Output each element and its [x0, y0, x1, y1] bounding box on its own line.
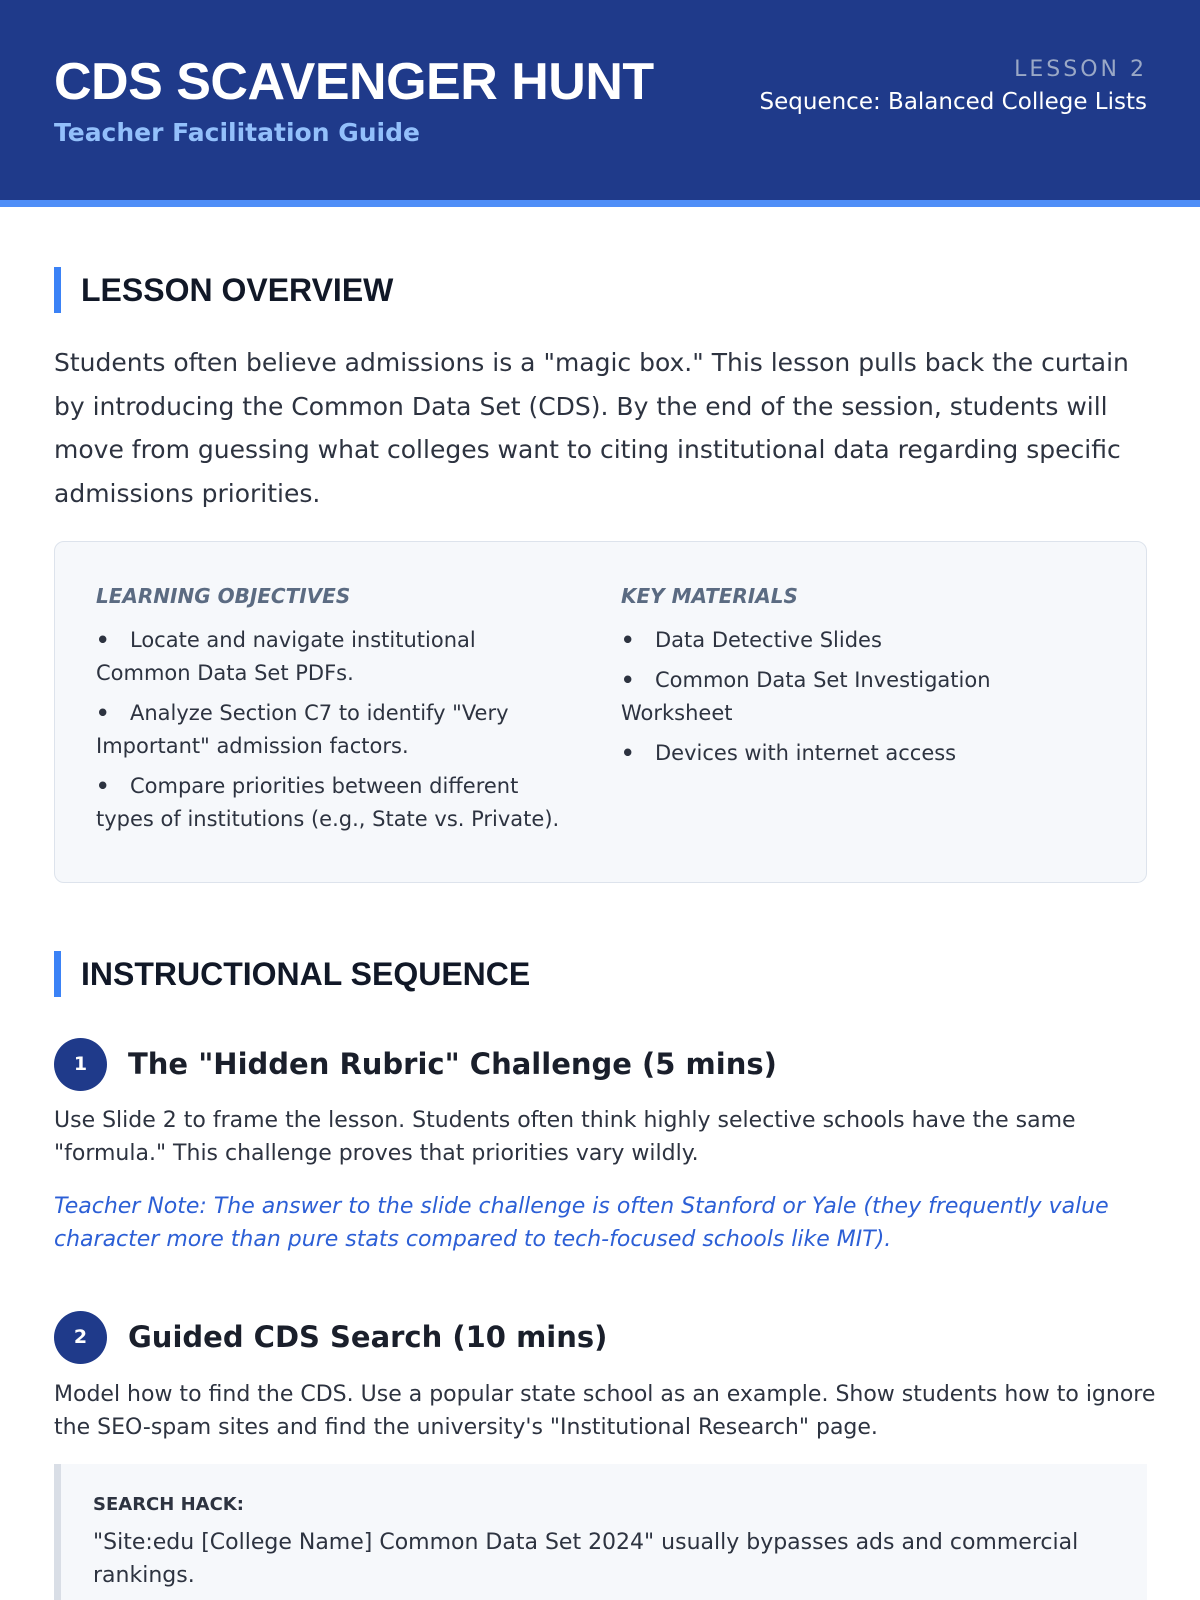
- bullet-icon: •: [621, 741, 635, 765]
- key-materials-title: KEY MATERIALS: [621, 584, 798, 608]
- lesson-overview-heading: LESSON OVERVIEW: [54, 267, 393, 313]
- search-hack-label: SEARCH HACK:: [93, 1494, 244, 1515]
- instructional-sequence-heading: INSTRUCTIONAL SEQUENCE: [54, 951, 530, 997]
- learning-objectives-list: [96, 624, 576, 836]
- page-subtitle: Teacher Facilitation Guide: [54, 118, 420, 147]
- key-materials: [621, 584, 1101, 777]
- teacher-note: Teacher Note: The answer to the slide challenge is often Stanford or Yale (they frequently value character more than pure stats compared to tech-focused schools like MIT).: [54, 1194, 1109, 1252]
- bullet-icon: •: [96, 701, 110, 725]
- bullet-icon: •: [96, 774, 110, 798]
- step-number-badge: 1: [54, 1038, 107, 1091]
- list-item: • Common Data Set Investigation Worksheet: [621, 664, 1101, 730]
- learning-objectives-title: LEARNING OBJECTIVES: [96, 584, 351, 608]
- list-item: • Compare priorities between different types of institutions (e.g., State vs. Private).: [96, 770, 576, 836]
- list-item: • Data Detective Slides: [621, 624, 1101, 657]
- step-2-description: Model how to find the CDS. Use a popular state school as an example. Show students how to ignore the SEO-spam sites and find the university's "Institutional Research" page.: [54, 1382, 1156, 1440]
- bullet-icon: •: [96, 628, 110, 652]
- bullet-icon: •: [621, 668, 635, 692]
- step-title: The "Hidden Rubric" Challenge (5 mins): [128, 1047, 777, 1081]
- page-header: [0, 0, 1200, 207]
- search-hack-text: "Site:edu [College Name] Common Data Set 2024" usually bypasses ads and commercial rankings.: [93, 1530, 1079, 1588]
- list-item: • Locate and navigate institutional Common Data Set PDFs.: [96, 624, 576, 690]
- bullet-icon: •: [621, 628, 635, 652]
- page-title: CDS SCAVENGER HUNT: [54, 53, 654, 111]
- list-item: • Analyze Section C7 to identify "Very Important" admission factors.: [96, 697, 576, 763]
- lesson-overview-text: Students often believe admissions is a "magic box." This lesson pulls back the curtain by introducing the Common Data Set (CDS). By the end of the session, students will move from guessing what colleges want to citing institutional data regarding specific admissions priorities.: [54, 348, 1129, 508]
- step-number-badge: 2: [54, 1311, 107, 1364]
- list-item: • Devices with internet access: [621, 737, 1101, 770]
- step-1-description: Use Slide 2 to frame the lesson. Students often think highly selective schools have the same "formula." This challenge proves that priorities vary wildly.: [54, 1108, 1076, 1166]
- step-title: Guided CDS Search (10 mins): [128, 1320, 608, 1354]
- key-materials-list: [621, 624, 1101, 770]
- learning-objectives: [96, 584, 576, 843]
- lesson-number: LESSON 2: [1014, 57, 1147, 82]
- objectives-materials-box: [54, 541, 1147, 883]
- sequence-label: Sequence: Balanced College Lists: [759, 89, 1147, 115]
- search-hack-callout: [54, 1464, 1147, 1600]
